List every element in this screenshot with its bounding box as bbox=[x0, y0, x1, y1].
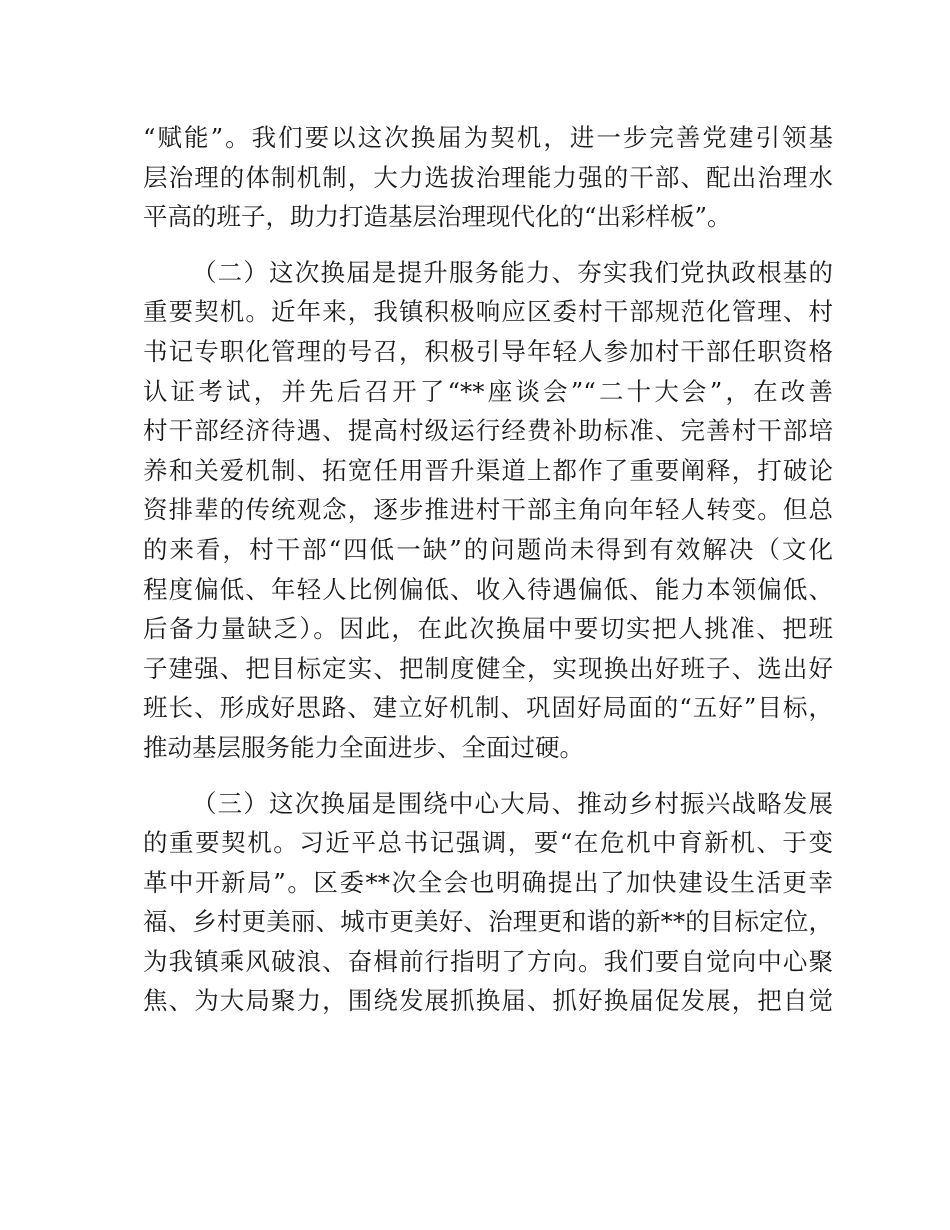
text-line: 福、乡村更美丽、城市更美好、治理更和谐的新**的目标定位， bbox=[143, 907, 833, 937]
paragraph-section-two bbox=[143, 253, 833, 768]
text-line: 的来看，村干部“四低一缺”的问题尚未得到有效解决（文化 bbox=[143, 534, 833, 564]
text-line: 层治理的体制机制，大力选拔治理能力强的干部、配出治理水 bbox=[143, 162, 833, 192]
text-line: 书记专职化管理的号召，积极引导年轻人参加村干部任职资格 bbox=[143, 336, 833, 366]
text-line: 村干部经济待遇、提高村级运行经费补助标准、完善村干部培 bbox=[143, 416, 833, 446]
text-line: 认证考试，并先后召开了“**座谈会”“二十大会”，在改善 bbox=[143, 376, 833, 406]
text-line: 班长、形成好思路、建立好机制、巩固好局面的“五好”目标， bbox=[143, 693, 833, 723]
text-line: 推动基层服务能力全面进步、全面过硬。 bbox=[143, 732, 584, 762]
text-line: 平高的班子，助力打造基层治理现代化的“出彩样板”。 bbox=[143, 202, 732, 232]
text-line: 为我镇乘风破浪、奋楫前行指明了方向。我们要自觉向中心聚 bbox=[143, 946, 833, 976]
text-line: 革中开新局”。区委**次全会也明确提出了加快建设生活更幸 bbox=[143, 867, 833, 897]
text-line: 焦、为大局聚力，围绕发展抓换届、抓好换届促发展，把自觉 bbox=[143, 986, 833, 1016]
text-line: 重要契机。近年来，我镇积极响应区委村干部规范化管理、村 bbox=[143, 297, 833, 327]
text-line: 后备力量缺乏）。因此，在此次换届中要切实把人挑准、把班 bbox=[143, 614, 833, 644]
text-line: 程度偏低、年轻人比例偏低、收入待遇偏低、能力本领偏低、 bbox=[143, 574, 833, 604]
document-body bbox=[143, 118, 833, 1021]
text-line: 资排辈的传统观念，逐步推进村干部主角向年轻人转变。但总 bbox=[143, 495, 833, 525]
text-line: 养和关爱机制、拓宽任用晋升渠道上都作了重要阐释，打破论 bbox=[143, 455, 833, 485]
paragraph-section-three bbox=[143, 784, 833, 1022]
text-line: 子建强、把目标定实、把制度健全，实现换出好班子、选出好 bbox=[143, 653, 833, 683]
text-line: （二）这次换届是提升服务能力、夯实我们党执政根基的 bbox=[192, 257, 833, 287]
paragraph-continuation bbox=[143, 118, 833, 237]
text-line: 的重要契机。习近平总书记强调，要“在危机中育新机、于变 bbox=[143, 828, 833, 858]
text-line: （三）这次换届是围绕中心大局、推动乡村振兴战略发展 bbox=[192, 788, 833, 818]
text-line: “赋能”。我们要以这次换届为契机，进一步完善党建引领基 bbox=[143, 123, 833, 152]
